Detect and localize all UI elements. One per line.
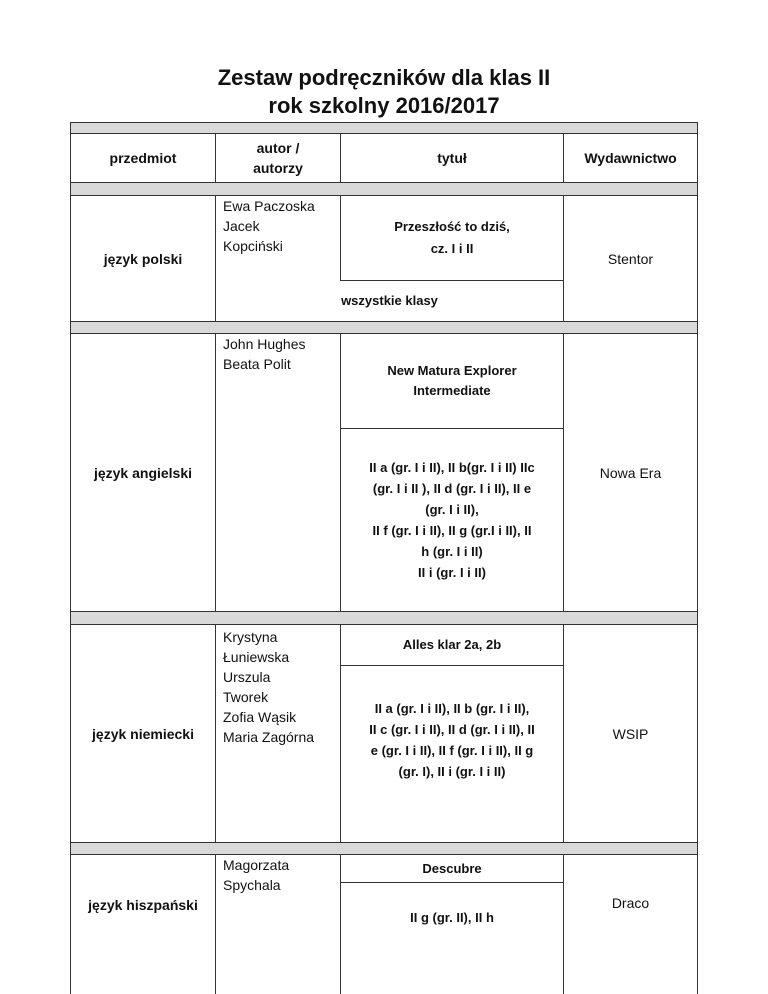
row-polski-authors: Ewa Paczoska Jacek Kopciński: [223, 198, 315, 254]
row-polski-publisher: Stentor: [607, 250, 654, 267]
separator-band: [70, 123, 697, 133]
header-subject: przedmiot: [109, 150, 177, 166]
row-angielski-subject: język angielski: [93, 464, 193, 481]
table-border: [70, 611, 698, 612]
separator-band: [70, 321, 697, 333]
row-niemiecki-publisher: WSIP: [612, 725, 649, 742]
row-hiszpanski-authors: Magorzata Spychala: [223, 857, 290, 893]
row-hiszpanski-classes: II g (gr. II), II h: [410, 910, 494, 925]
row-polski-classes: wszystkie klasy: [341, 293, 438, 308]
row-angielski-classes: II a (gr. I i II), II b(gr. I i II) IIc (gr. I i II ), II d (gr. I i II), II e (gr. I i II), II f (gr. I i II), II g (gr.I i II), II h (gr. I i II) II i (gr. I i II): [369, 460, 535, 580]
table-border: [697, 122, 698, 994]
row-angielski-publisher: Nowa Era: [599, 464, 662, 481]
table-border: [215, 333, 216, 611]
table-border: [215, 854, 216, 994]
row-hiszpanski-title: Descubre: [422, 860, 482, 876]
header-authors: autor / autorzy: [253, 140, 303, 176]
title-line-2: rok szkolny 2016/2017: [268, 93, 500, 118]
row-angielski-authors: John Hughes Beata Polit: [223, 336, 306, 372]
row-hiszpanski-publisher: Draco: [611, 895, 650, 911]
separator-band: [70, 611, 697, 624]
row-polski-subject: język polski: [103, 250, 183, 267]
row-polski-title: Przeszłość to dziś, cz. I i II: [394, 219, 510, 256]
row-hiszpanski-subject: język hiszpański: [88, 897, 198, 913]
table-border: [70, 122, 698, 123]
title-line-1: Zestaw podręczników dla klas II: [217, 65, 551, 90]
table-border: [70, 182, 698, 183]
row-niemiecki-authors: Krystyna Łuniewska Urszula Tworek Zofia Wąsik Maria Zagórna: [223, 629, 315, 745]
header-publisher: Wydawnictwo: [584, 150, 677, 166]
row-niemiecki-classes: II a (gr. I i II), II b (gr. I i II), II c (gr. I i II), II d (gr. I i II), II e (gr. I i II), II f (gr. I i II), II g (gr. I), II i (gr. I i II): [369, 701, 535, 779]
header-title: tytuł: [437, 150, 467, 166]
separator-band: [70, 842, 697, 854]
document-title: [0, 64, 768, 120]
table-border: [70, 842, 698, 843]
table-border: [70, 321, 698, 322]
table-border: [215, 624, 216, 842]
row-niemiecki-title: Alles klar 2a, 2b: [402, 637, 502, 652]
separator-band: [70, 182, 697, 195]
row-angielski-title: New Matura Explorer Intermediate: [387, 363, 517, 398]
row-niemiecki-subject: język niemiecki: [92, 725, 194, 742]
